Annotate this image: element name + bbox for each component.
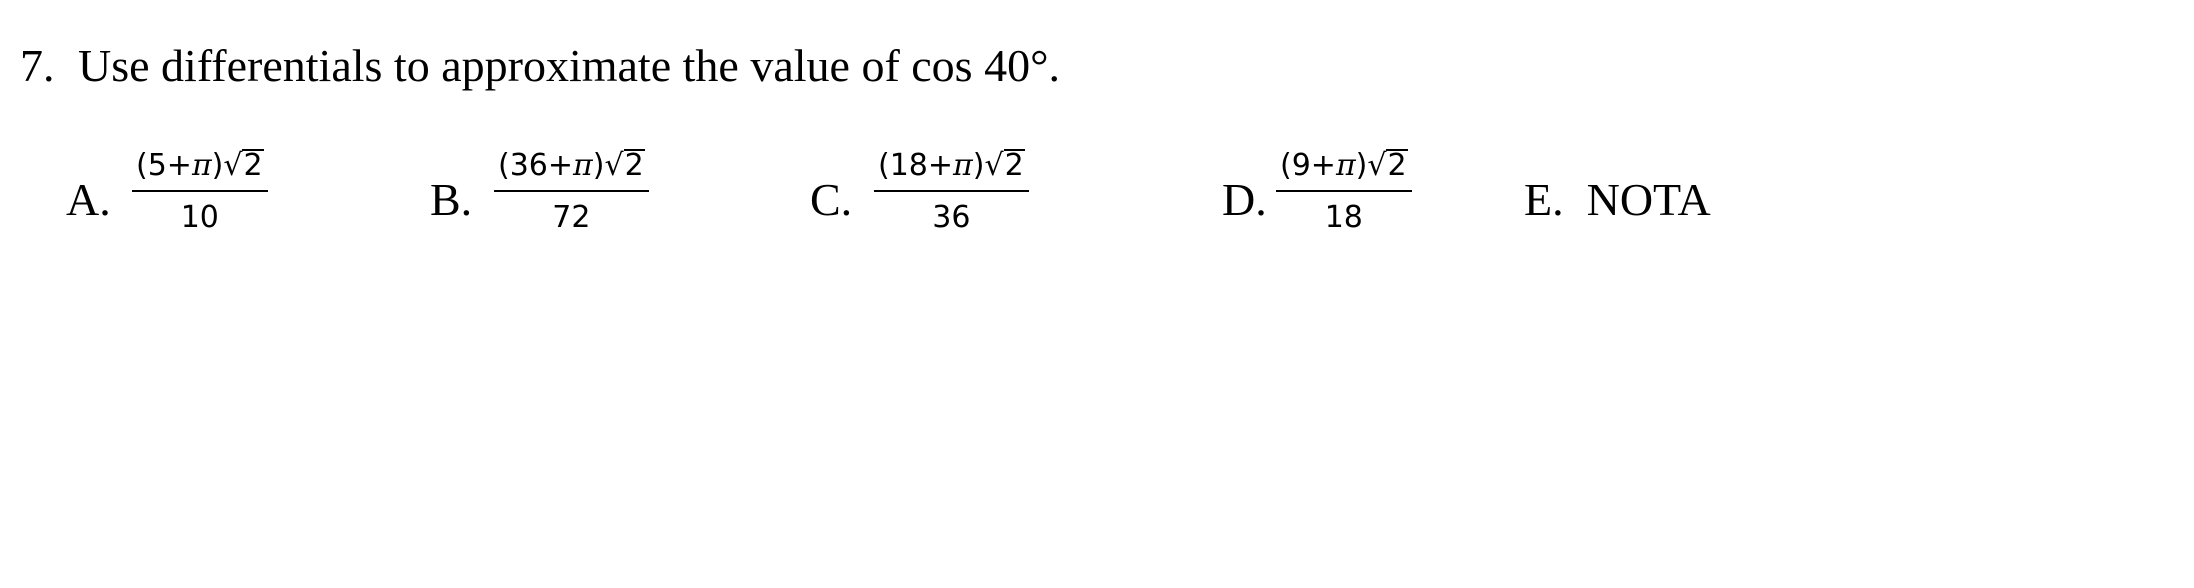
numerator-close: )√ [592, 148, 624, 183]
choice-fraction [874, 146, 1029, 238]
choice-letter: C. [810, 174, 853, 225]
fraction-denominator: 36 [932, 200, 971, 235]
pi-symbol: π [191, 148, 212, 183]
numerator-close: )√ [972, 148, 1004, 183]
choice-letter: D. [1222, 174, 1267, 225]
fraction-denominator: 10 [180, 200, 219, 235]
pi-symbol: π [1335, 148, 1356, 183]
choice-letter: E. [1524, 174, 1564, 225]
numerator-open: (36+ [498, 148, 574, 183]
pi-symbol: π [573, 148, 593, 183]
question-line [20, 34, 1060, 98]
pi-symbol: π [953, 148, 973, 183]
fraction-denominator: 18 [1324, 200, 1363, 235]
radicand: 2 [1387, 148, 1407, 183]
choice-fraction [132, 146, 268, 238]
numerator-open: (18+ [878, 148, 954, 183]
choice-e-line [1524, 168, 1711, 232]
question-text: Use differentials to approximate the value of cos 40°. [78, 40, 1060, 91]
fraction-numerator [1276, 146, 1412, 192]
choice-letter: B. [430, 174, 473, 225]
radicand: 2 [624, 148, 644, 183]
question-number: 7. [20, 40, 55, 91]
numerator-open: (9+ [1280, 148, 1336, 183]
choice-fraction [494, 146, 649, 238]
fraction-denominator: 72 [552, 200, 591, 235]
radicand: 2 [1004, 148, 1024, 183]
numerator-close: )√ [1355, 148, 1387, 183]
fraction-numerator [494, 146, 649, 192]
choice-e-text: NOTA [1586, 174, 1711, 225]
choice-letter: A. [66, 174, 111, 225]
choice-fraction [1276, 146, 1412, 238]
fraction-numerator [874, 146, 1029, 192]
fraction-numerator [132, 146, 268, 192]
numerator-open: (5+ [136, 148, 192, 183]
radicand: 2 [243, 148, 263, 183]
numerator-close: )√ [211, 148, 243, 183]
